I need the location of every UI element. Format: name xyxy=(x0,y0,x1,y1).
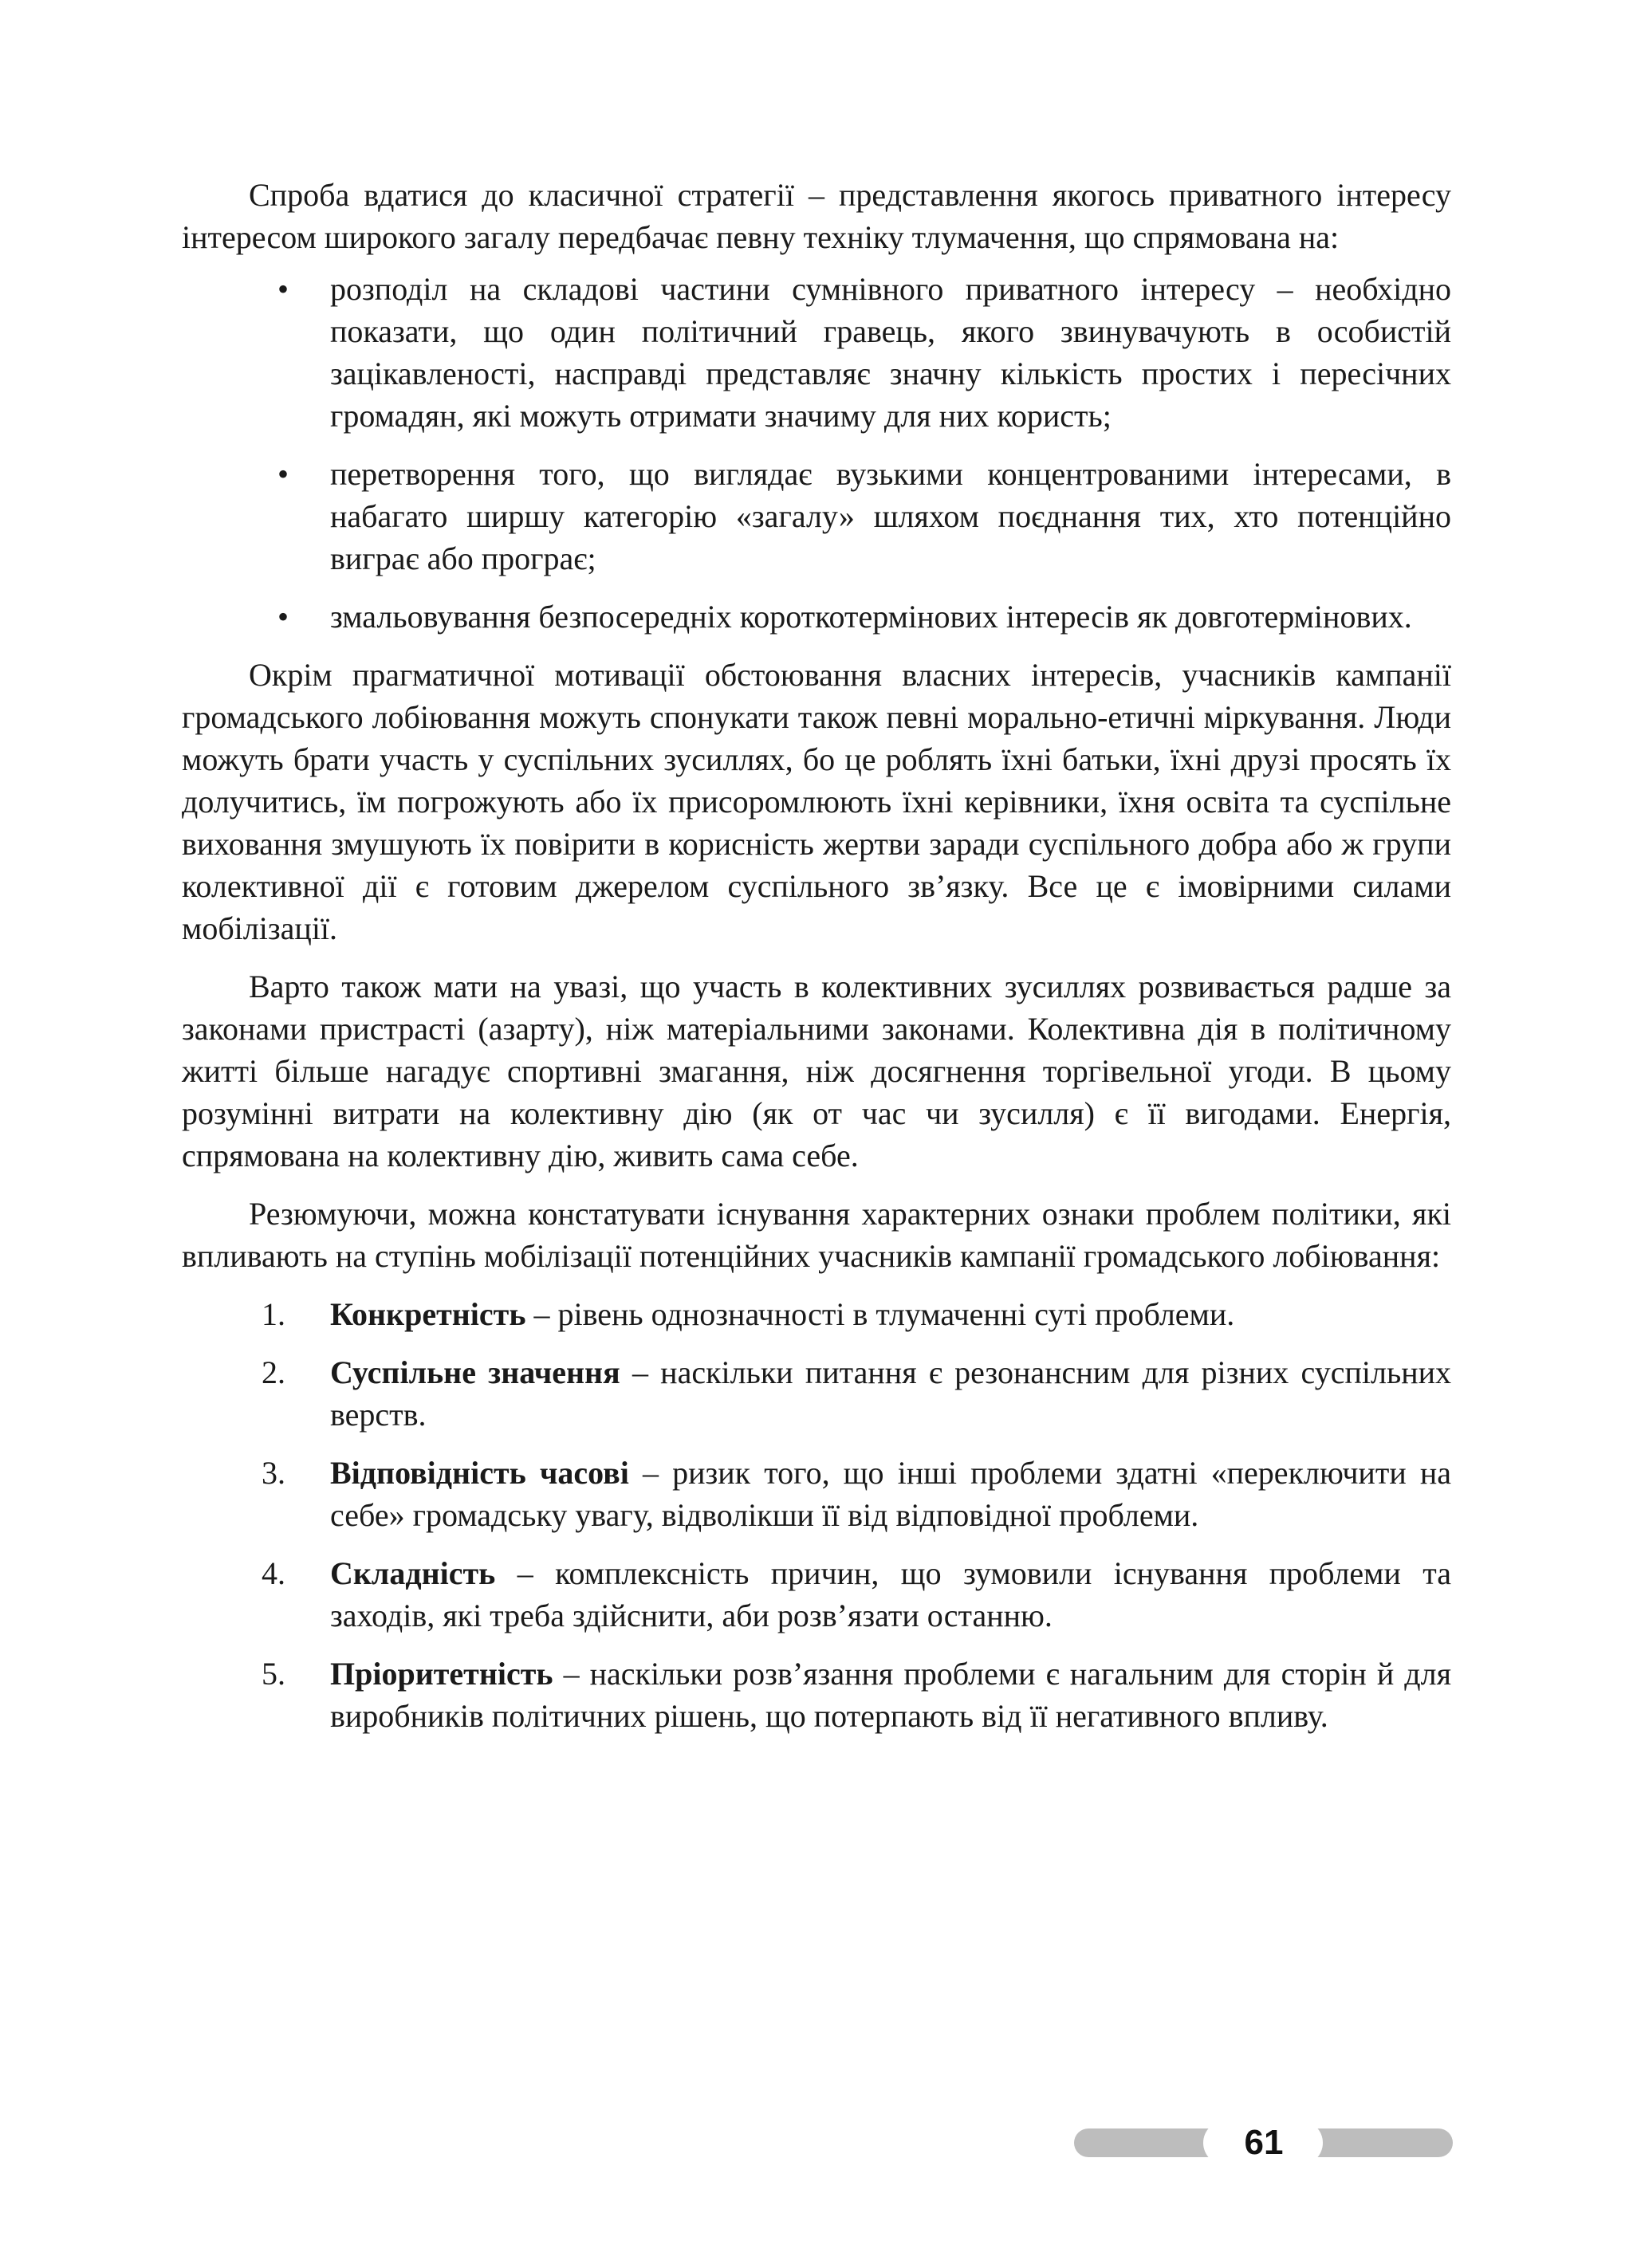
item-term: Відповідність часові xyxy=(330,1455,629,1491)
item-description: – наскільки розв’язання проблеми є нагальним для сторін й для виробників політичних рішень, що потерпають від її негативного впливу. xyxy=(330,1656,1451,1734)
item-description: – рівень однозначності в тлумаченні суті проблеми. xyxy=(525,1296,1235,1332)
paragraph-collective-action: Варто також мати на увазі, що участь в колективних зусиллях розвивається радше за законами пристрасті (азарту), ніж матеріальними законами. Колективна дія в політичному житті більше нагадує спортивні змагання, ніж досягнення торгівельної угоди. В цьому розумінні витрати на колективну дію (як от час чи зусилля) є її вигодами. Енергія, спрямована на колективну дію, живить сама себе. xyxy=(182,969,1451,1173)
bullet-icon: • xyxy=(277,599,289,635)
item-number: 2. xyxy=(262,1354,285,1390)
list-item xyxy=(182,268,1451,437)
paragraph-motivation: Окрім прагматичної мотивації обстоювання власних інтересів, учасників кампанії громадського лобіювання можуть спонукати також певні морально-етичні міркування. Люди можуть брати участь у суспільних зусиллях, бо це роблять їхні батьки, їхні друзі просять їх долучитись, їм погрожують або їх присоромлюють їхні керівники, їхня освіта та суспільне виховання змушують їх повірити в корисність жертви заради суспільного добра або ж групи колективної дії є готовим джерелом суспільного зв’язку. Все це є імовірними силами мобілізації. xyxy=(182,657,1451,946)
list-item xyxy=(182,1293,1451,1335)
item-number: 1. xyxy=(262,1296,285,1332)
bullet-text: розподіл на складові частини сумнівного приватного інтересу – необхідно показати, що один політичний гравець, якого звинувачують в особистій зацікавленості, насправді представляє значну кількість простих і пересічних громадян, які можуть отримати значиму для них користь; xyxy=(330,271,1451,434)
item-term: Складність xyxy=(330,1555,496,1591)
body-text xyxy=(182,174,1451,1753)
item-description: – комплексність причин, що зумовили існування проблеми та заходів, які треба здійснити, аби розв’язати останню. xyxy=(330,1555,1451,1633)
list-item xyxy=(182,1351,1451,1436)
list-item xyxy=(182,1653,1451,1737)
item-number: 3. xyxy=(262,1455,285,1491)
page-number: 61 xyxy=(1244,2123,1284,2162)
list-item xyxy=(182,1452,1451,1536)
features-numbered-list xyxy=(182,1293,1451,1737)
intro-paragraph: Спроба вдатися до класичної стратегії – представлення якогось приватного інтересу інтересом широкого загалу передбачає певну техніку тлумачення, що спрямована на: xyxy=(182,177,1451,255)
list-item xyxy=(182,453,1451,580)
page-number-bar xyxy=(1074,2121,1453,2165)
bullet-icon: • xyxy=(277,271,289,307)
item-term: Конкретність xyxy=(330,1296,526,1332)
item-term: Суспільне значення xyxy=(330,1354,620,1390)
item-description: – наскільки питання є резонансним для різних суспільних верств. xyxy=(330,1354,1451,1433)
list-item xyxy=(182,595,1451,638)
item-number: 4. xyxy=(262,1555,285,1591)
bullet-text: перетворення того, що виглядає вузькими концентрованими інтересами, в набагато ширшу категорію «загалу» шляхом поєднання тих, хто потенційно виграє або програє; xyxy=(330,456,1451,576)
bullet-text: змальовування безпосередніх короткотермінових інтересів як довготермінових. xyxy=(330,599,1412,635)
item-description: – ризик того, що інші проблеми здатні «переключити на себе» громадську увагу, відволікши її від відповідної проблеми. xyxy=(330,1455,1451,1533)
list-item xyxy=(182,1552,1451,1637)
bullet-icon: • xyxy=(277,456,289,492)
item-term: Пріоритетність xyxy=(330,1656,553,1692)
item-number: 5. xyxy=(262,1656,285,1692)
paragraph-summary: Резюмуючи, можна констатувати існування характерних ознаки проблем політики, які впливають на ступінь мобілізації потенційних учасників кампанії громадського лобіювання: xyxy=(182,1196,1451,1274)
strategy-bullet-list xyxy=(182,268,1451,638)
